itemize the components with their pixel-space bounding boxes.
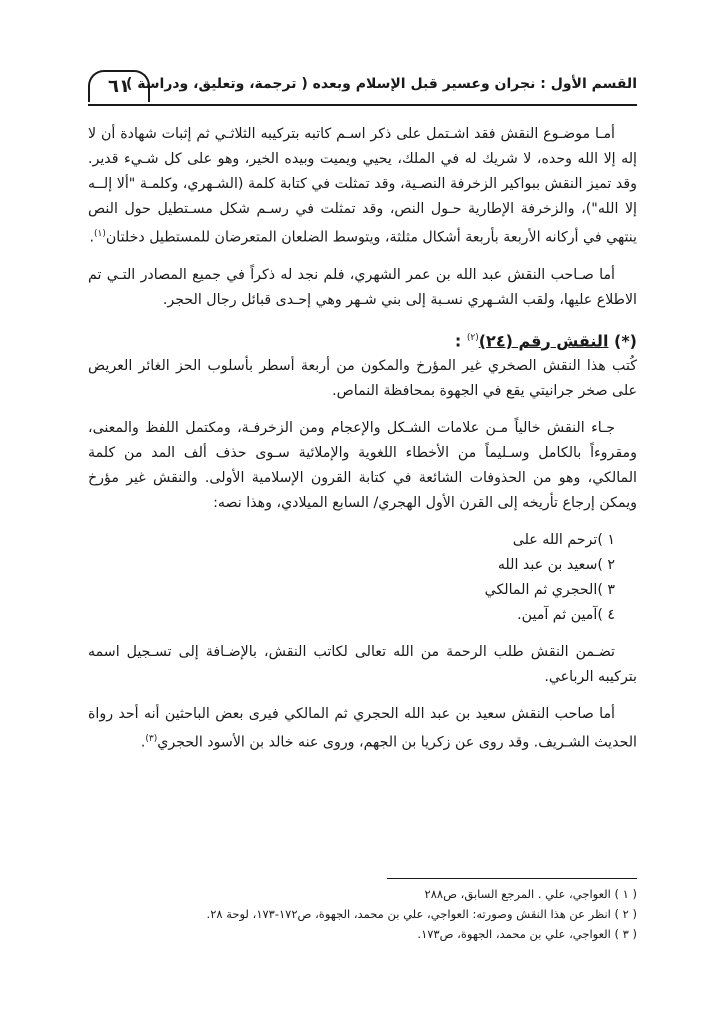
paragraph-description: كُتب هذا النقش الصخري غير المؤرخ والمكون من أربعة أسطر بأسلوب الحز الغائر العريض على صخر جرانيتي يقع في الجهوة بمحافظة النماص. [88,358,637,400]
section-heading [88,325,637,354]
paragraph-topic-text: أمـا موضـوع النقش فقد اشـتمل على ذكر اسـم كاتبه بتركيبه الثلاثـي ثم إثبات شهادة أن لا إله إلا الله وحده، لا شريك له في الملك، يحيي ويميت وبيده الخير، وهو على كل شـيء قدير. وقد تميز النقش ببواكير الزخرفة النصـية، وقد تمثلت في كتابة كلمة (الشـهري، وكلمـة "ألا إلــه إلا الله")، والزخرفة الإطارية حـول النص، وقد تمثلت في رسـم شكل مسـتطيل حول النص ينتهي في أركانه الأربعة بأربعة أشكال مثلثة، ويتوسط الضلعان المتعرضان للمستطيل دخلتان [88,126,637,246]
running-title: القسم الأول : نجران وعسير قبل الإسلام وبعده ( ترجمة، وتعليق، ودراسة ) [125,76,637,92]
paragraph-content: تضـمن النقش طلب الرحمة من الله تعالى لكاتب النقش، بالإضـافة إلى تسـجيل اسمه بتركيبه الرباعي. [88,644,637,686]
heading-colon: : [454,331,462,351]
footnote-3: ( ٣ ) العواجي، علي بن محمد، الجهوة، ص١٧٣. [417,927,637,941]
paragraph-author [88,702,637,756]
inscription-line: ٣ )الحجري ثم المالكي [484,582,615,599]
footnote-ref-2: (٢) [466,332,479,343]
heading-mark: (*) [614,331,637,351]
inscription-line: ٤ )آمين ثم آمين. [517,607,615,624]
inscription-line: ٢ )سعيد بن عبد الله [497,557,615,574]
body-text [88,122,637,768]
footnote-2: ( ٢ ) انظر عن هذا النقش وصورته: العواجي، علي بن محمد، الجهوة، ص١٧٢-١٧٣، لوحة ٢٨. [206,907,637,921]
footnotes-rule [387,878,637,879]
header-rule [88,104,637,106]
footnotes [88,884,637,944]
footnote-1: ( ١ ) العواجي، علي . المرجع السابق، ص٢٨٨ [424,887,637,901]
paragraph-author-end: . [140,734,146,751]
paragraph-analysis: جـاء النقش خالياً مـن علامات الشـكل والإعجام ومن الزخرفـة، ومكتمل اللفظ والمعنى، ومقروءاً بالكامل وسـليماً من الأخطاء اللغوية والإملائية سـوى حذف ألف المد من كلمة المالكي، وهو من الحذوفات الشائعة في كتابة القرون الإسلامية الأولى. والنقش غير مؤرخ ويمكن إرجاع تأريخه إلى القرن الأول الهجري/ السابع الميلادي، وهذا نصه: [88,420,637,512]
inscription-line: ١ )ترحم الله على [512,532,615,549]
paragraph-author-text: أما صاحب النقش سعيد بن عبد الله الحجري ثم المالكي فيرى بعض الباحثين أنه أحد رواة الحديث الشـريف. وقد روى عن زكريا بن الجهم، وروى عنه خالد بن الأسود الحجري [88,706,637,751]
paragraph-owner: أما صـاحب النقش عبد الله بن عمر الشهري، فلم نجد له ذكراً في جميع المصادر التـي تم الاطلاع عليها، ولقب الشـهري نسـبة إلى بني شـهر وهي إحـدى قبائل رجال الحجر. [88,266,637,308]
footnote-ref-1: (١) [94,229,106,239]
footnote-ref-3: (٣) [145,734,158,745]
paragraph-topic: أمـا موضـوع النقش فقد اشـتمل على ذكر اسـم كاتبه بتركيبه الثلاثـي ثم إثبات شهادة أن لا إله إلا الله وحده، لا شريك له في الملك، يحيي ويميت وبيده الخير، وهو على كل شـيء قدير. وقد تميز النقش ببواكير الزخرفة النصـية، وقد تمثلت في كتابة كلمة (الشـهري، وكلمـة "ألا إلــه إلا الله")، والزخرفة الإطارية حـول النص، وقد تمثلت في رسـم شكل مسـتطيل حول النص ينتهي في أركانه الأربعة بأربعة أشكال مثلثة، ويتوسط الضلعان المتعرضان للمستطيل دخلتان$^{(١)}$. [88,126,637,246]
page-number: ٦١ [88,70,150,102]
inscription-lines [88,528,637,628]
heading-text: النقش رقم (٢٤) [478,331,609,351]
